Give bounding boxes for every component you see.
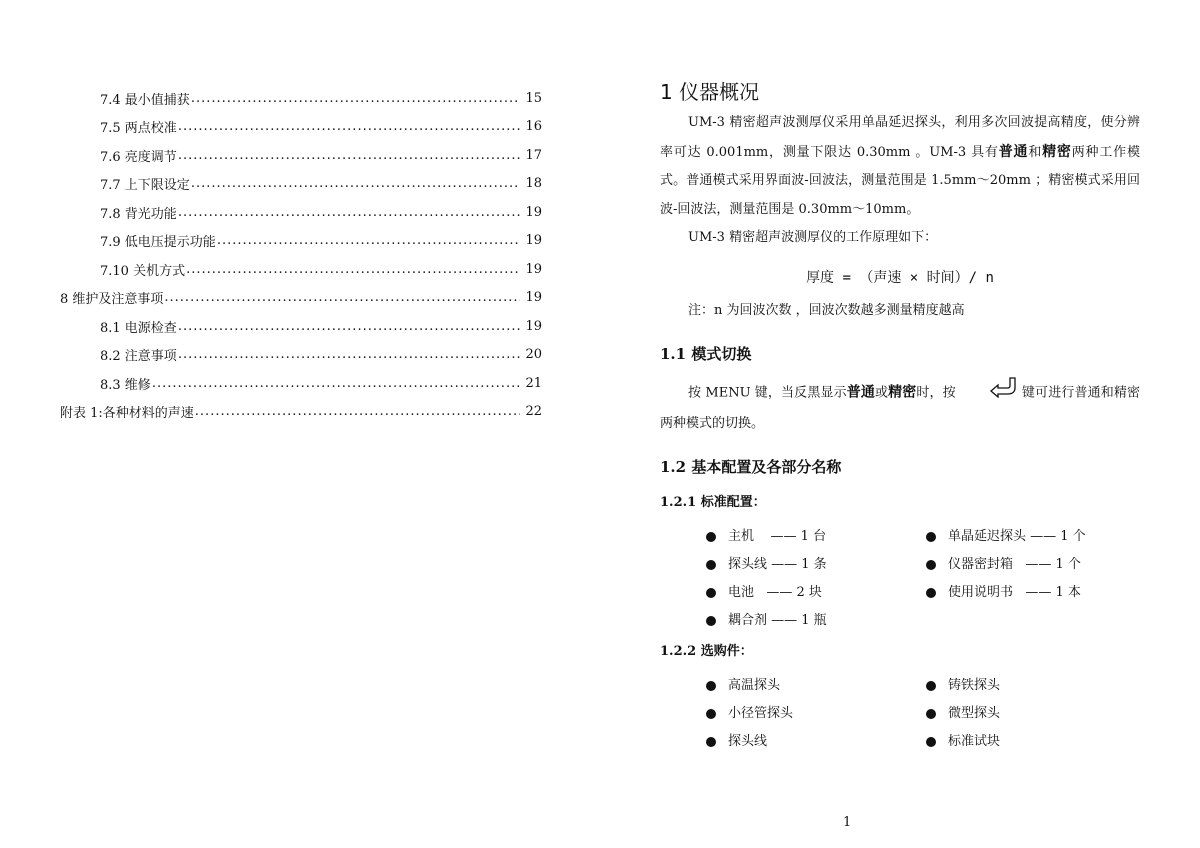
list-item-text: 探头线 — [728, 734, 768, 749]
toc-entry[interactable] — [60, 198, 542, 227]
toc-leader-dots — [217, 233, 520, 248]
toc-page-number: 19 — [525, 204, 542, 220]
list-item — [926, 703, 1146, 725]
bold-text: 精密 — [1042, 143, 1072, 160]
toc-entry-label: 附表 1:各种材料的声速 — [60, 406, 194, 422]
list-item — [706, 675, 926, 697]
bullet-icon — [706, 681, 716, 691]
list-item-text: 耦合剂 —— 1 瓶 — [728, 613, 827, 628]
list-item — [926, 731, 1146, 753]
principle-paragraph: UM-3 精密超声波测厚仪的工作原理如下： — [688, 230, 938, 245]
bullet-icon — [706, 709, 716, 719]
list-item-text: 微型探头 — [948, 706, 1001, 721]
section-1-2-2-heading: 1.2.2 选购件： — [660, 644, 753, 659]
chapter-title: 1 仪器概况 — [660, 80, 760, 104]
toc-entry[interactable] — [60, 341, 542, 370]
list-item — [926, 675, 1146, 697]
page-number: 1 — [843, 815, 852, 830]
bullet-icon — [706, 588, 716, 598]
bullet-icon — [926, 532, 936, 542]
bullet-icon — [926, 709, 936, 719]
toc-entry[interactable] — [60, 227, 542, 256]
note: 注：n 为回波次数 ，回波次数越多测量精度越高 — [688, 302, 965, 318]
toc-entry-label: 7.8 背光功能 — [100, 206, 177, 222]
list-item — [706, 582, 926, 604]
toc-entry[interactable] — [60, 113, 542, 142]
list-item-text: 小径管探头 — [728, 706, 794, 721]
toc-leader-dots — [178, 119, 520, 134]
list-item-text: 探头线 —— 1 条 — [728, 557, 827, 572]
toc-page-number: 21 — [525, 375, 542, 391]
toc-page-number: 22 — [525, 404, 542, 420]
text: 键可进行普通和精密两种模式的切换。 — [660, 385, 1140, 431]
text: 按 MENU 键，当反黑显示 — [688, 385, 847, 401]
toc-leader-dots — [164, 290, 520, 305]
toc-entry[interactable] — [60, 141, 542, 170]
text: 或 — [874, 385, 889, 401]
text: UM-3 精密超声波测厚仪采用单晶延迟探头，利用多次回波提高精度，使分辨率可达 0.001mm，测量下限达 0.30mm 。UM-3 具有 — [660, 115, 1140, 160]
toc-entry-label: 8.1 电源检查 — [100, 320, 177, 336]
list-item-text: 铸铁探头 — [948, 678, 1001, 693]
toc-page-number: 16 — [525, 119, 542, 135]
list-item-text: 高温探头 — [728, 678, 781, 693]
table-of-contents — [60, 84, 542, 426]
text: 和 — [1028, 144, 1043, 160]
toc-page-number: 17 — [525, 147, 542, 163]
standard-config-list — [706, 526, 1140, 632]
bullet-icon — [706, 532, 716, 542]
toc-entry-label: 7.6 亮度调节 — [100, 149, 177, 165]
toc-entry-label: 7.7 上下限设定 — [100, 178, 190, 194]
toc-page-number: 15 — [525, 90, 542, 106]
toc-entry[interactable] — [60, 84, 542, 113]
toc-entry-label: 7.10 关机方式 — [100, 263, 186, 279]
list-item-text: 仪器密封箱 —— 1 个 — [948, 557, 1081, 572]
toc-leader-dots — [191, 91, 520, 106]
bold-text: 精密 — [888, 384, 917, 401]
toc-page-number: 20 — [525, 347, 542, 363]
bullet-icon — [706, 616, 716, 626]
toc-entry[interactable] — [60, 255, 542, 284]
toc-entry-label: 8.3 维修 — [100, 377, 151, 393]
bold-text: 普通 — [846, 384, 875, 401]
toc-entry[interactable] — [60, 170, 542, 199]
list-item — [706, 610, 926, 632]
list-item — [926, 526, 1146, 548]
toc-entry-label: 8.2 注意事项 — [100, 349, 177, 365]
bullet-icon — [926, 588, 936, 598]
list-item — [706, 526, 926, 548]
bold-text: 普通 — [998, 143, 1029, 160]
toc-entry-label: 7.4 最小值捕获 — [100, 92, 190, 108]
bullet-icon — [926, 737, 936, 747]
section-1-2-1-heading: 1.2.1 标准配置： — [660, 495, 766, 510]
section-1-1-heading: 1.1 模式切换 — [660, 345, 752, 363]
mode-switch-paragraph — [660, 376, 1140, 438]
list-item — [706, 703, 926, 725]
enter-key-icon — [960, 376, 1018, 410]
toc-entry[interactable] — [60, 284, 542, 313]
formula: 厚度 = （声速 × 时间）/ n — [806, 269, 994, 286]
text: 时，按 — [916, 385, 956, 401]
toc-leader-dots — [178, 205, 520, 220]
toc-leader-dots — [178, 347, 520, 362]
toc-entry-label: 8 维护及注意事项 — [60, 292, 164, 308]
list-item — [926, 554, 1146, 576]
list-item-text: 主机 —— 1 台 — [728, 529, 827, 544]
bullet-icon — [926, 681, 936, 691]
list-item — [706, 554, 926, 576]
bullet-icon — [706, 560, 716, 570]
bullet-icon — [706, 737, 716, 747]
toc-leader-dots — [195, 404, 520, 419]
toc-leader-dots — [191, 176, 520, 191]
toc-page-number: 19 — [525, 261, 542, 277]
toc-entry[interactable] — [60, 369, 542, 398]
toc-page-number: 19 — [525, 233, 542, 249]
text: 两种工作模式。普通模式采用界面波-回波法，测量范围是 1.5mm～20mm ；精密模式采用回波-回波法，测量范围是 0.30mm～10mm。 — [660, 144, 1140, 217]
list-item-text: 使用说明书 —— 1 本 — [948, 585, 1081, 600]
toc-entry-label: 7.9 低电压提示功能 — [100, 235, 216, 251]
optional-parts-list — [706, 675, 1140, 753]
list-item-text: 标准试块 — [948, 734, 1001, 749]
intro-paragraph — [660, 109, 1140, 224]
toc-leader-dots — [186, 262, 520, 277]
toc-leader-dots — [152, 376, 520, 391]
toc-entry-label: 7.5 两点校准 — [100, 121, 177, 137]
toc-page-number: 19 — [525, 318, 542, 334]
toc-leader-dots — [178, 148, 520, 163]
bullet-icon — [926, 560, 936, 570]
toc-page-number: 18 — [525, 176, 542, 192]
toc-entry[interactable] — [60, 312, 542, 341]
list-item — [926, 582, 1146, 604]
toc-leader-dots — [178, 319, 520, 334]
list-item-text: 单晶延迟探头 —— 1 个 — [948, 529, 1086, 544]
list-item — [706, 731, 926, 753]
toc-page-number: 19 — [525, 290, 542, 306]
list-item-text: 电池 —— 2 块 — [728, 585, 822, 600]
chapter-content — [660, 76, 1140, 753]
section-1-2-heading: 1.2 基本配置及各部分名称 — [660, 458, 842, 476]
toc-entry[interactable] — [60, 398, 542, 427]
